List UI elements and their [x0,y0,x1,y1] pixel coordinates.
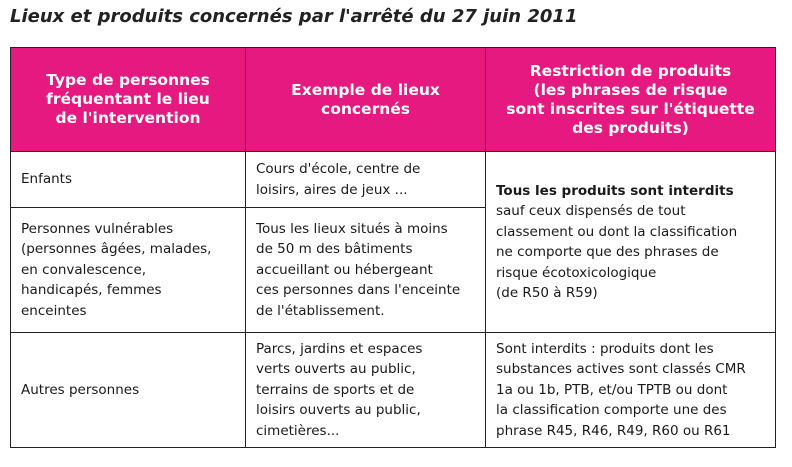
page-title: Lieux et produits concernés par l'arrêté du 27 juin 2011 [10,6,578,27]
header-line: Exemple de lieux [291,80,440,99]
header-line: de l'intervention [55,109,201,127]
cell-restriction-shared [486,152,776,333]
cell-line: Cours d'école, centre de [256,161,421,177]
cell-line: cimetières... [256,422,340,439]
cell-person-type [11,208,246,333]
header-restriction [486,48,776,152]
cell-restriction-other [486,333,776,448]
header-line: concernés [321,99,410,118]
cell-line-bold: Tous les produits sont interdits [496,182,734,199]
cell-line: ces personnes dans l'enceinte [256,282,461,299]
cell-line: (personnes âgées, malades, [21,241,212,258]
cell-line: en convalescence, [21,261,147,278]
cell-person-type [11,333,246,448]
cell-line: Sont interdits : produits dont les [496,340,714,357]
cell-line: classement ou dont la classification [496,223,738,240]
cell-line: Autres personnes [21,381,140,398]
cell-line: handicapés, femmes [21,282,162,299]
table-header-row [11,48,776,152]
header-line: fréquentant le lieu [46,90,210,108]
regulation-table [10,47,776,448]
cell-line: de l'établissement. [256,302,385,319]
header-line: sont inscrites sur l'étiquette [506,99,755,118]
cell-line: la classification comporte une des [496,402,727,419]
header-person-type [11,48,246,152]
cell-line: Personnes vulnérables [21,220,174,237]
header-line: Restriction de produits [529,61,732,80]
cell-line: Parcs, jardins et espaces [256,340,423,357]
cell-line: phrase R45, R46, R49, R60 ou R61 [496,422,731,439]
cell-line: Tous les lieux situés à moins [256,220,448,237]
cell-line: loisirs ouverts au public, [256,402,421,419]
cell-line: 1a ou 1b, PTB, et/ou TPTB ou dont [496,381,728,398]
cell-line: sauf ceux dispensés de tout [496,203,686,219]
header-places [246,48,486,152]
cell-line: substances actives sont classés CMR [496,361,746,378]
cell-line: verts ouverts au public, [256,361,416,378]
cell-line: de 50 m des bâtiments [256,241,413,258]
cell-places [246,208,486,333]
cell-person-type [11,152,246,208]
header-line: (les phrases de risque [533,80,728,99]
cell-line: accueillant ou hébergeant [256,261,433,278]
header-line: Type de personnes [46,71,210,89]
cell-line: Enfants [21,171,72,188]
cell-line: loisirs, aires de jeux ... [256,181,408,198]
cell-places [246,333,486,448]
cell-line: (de R50 à R59) [496,285,598,301]
table-row [11,333,776,448]
cell-places [246,152,486,208]
cell-line: risque écotoxicologique [496,264,657,281]
header-line: des produits) [572,118,689,137]
cell-line: terrains de sports et de [256,381,415,398]
table-row [11,152,776,208]
cell-line: ne comporte que des phrases de [496,244,719,260]
cell-line: enceintes [21,302,87,319]
